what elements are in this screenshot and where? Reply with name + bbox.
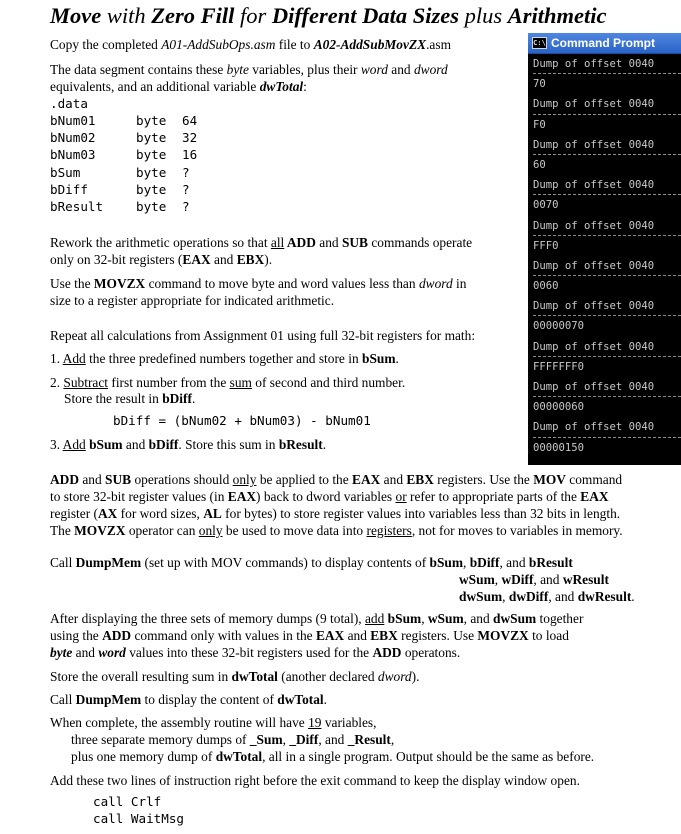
step-1: 1. Add the three predefined numbers together and store in bSum. xyxy=(50,351,399,366)
page-title: Move with Zero Fill for Different Data Sizes plus Arithmetic xyxy=(50,3,607,28)
data-row: bNum02 byte 32 xyxy=(50,130,198,146)
code-line: call Crlf xyxy=(93,794,162,809)
output-line: Dump of offset 0040 xyxy=(533,377,681,397)
command-prompt-output xyxy=(528,54,681,458)
output-line: Dump of offset 0040 xyxy=(533,94,681,114)
command-prompt-window xyxy=(528,33,681,465)
command-prompt-titlebar[interactable] xyxy=(528,33,681,54)
data-row: bSum byte ? xyxy=(50,164,190,180)
movzx-line-1: Use the MOVZX command to move byte and word values less than dword in xyxy=(50,276,467,291)
movzx-line-2: size to a register appropriate for indicated arithmetic. xyxy=(50,293,335,308)
output-line: 70 xyxy=(533,78,546,91)
output-line: FFFFFFF0 xyxy=(533,360,585,373)
dump-call-line-3: dwSum, dwDiff, and dwResult. xyxy=(459,589,635,604)
output-line: 00000060 xyxy=(533,401,585,414)
code-line: call WaitMsg xyxy=(93,811,184,826)
copy-instruction: Copy the completed A01-AddSubOps.asm file to A02-AddSubMovZX.asm xyxy=(50,37,451,52)
intro-line-2: equivalents, and an additional variable dwTotal: xyxy=(50,79,307,94)
output-line: Dump of offset 0040 xyxy=(533,216,681,236)
after-line-3: byte and word values into these 32-bit registers used for the ADD operatons. xyxy=(50,645,461,660)
output-line: 00000070 xyxy=(533,320,585,333)
repeat-instruction: Repeat all calculations from Assignment 01 using full 32-bit registers for math: xyxy=(50,328,476,343)
data-row: bDiff byte ? xyxy=(50,181,190,197)
add-lines-instruction: Add these two lines of instruction right before the exit command to keep the display window open. xyxy=(50,773,580,788)
data-row: bResult byte ? xyxy=(50,199,190,215)
output-line: F0 xyxy=(533,118,546,131)
output-line: 00000150 xyxy=(533,441,585,454)
step-2-line-2: Store the result in bDiff. xyxy=(64,391,196,406)
call-total: Call DumpMem to display the content of dwTotal. xyxy=(50,692,328,707)
complete-line-2: three separate memory dumps of _Sum, _Diff, and _Result, xyxy=(71,732,395,747)
after-line-1: After displaying the three sets of memory dumps (9 total), add bSum, wSum, and dwSum together xyxy=(50,611,584,626)
step-3: 3. Add bSum and bDiff. Store this sum in bResult. xyxy=(50,437,327,452)
terminal-icon: C:\ xyxy=(532,37,547,49)
intro-line-1: The data segment contains these byte variables, plus their word and dword xyxy=(50,62,448,77)
after-line-2: using the ADD command only with values in the EAX and EBX registers. Use MOVZX to load xyxy=(50,628,569,643)
data-declarations xyxy=(50,112,197,215)
output-line: Dump of offset 0040 xyxy=(533,256,681,276)
output-line: Dump of offset 0040 xyxy=(533,175,681,195)
rework-line-1: Rework the arithmetic operations so that all ADD and SUB commands operate xyxy=(50,235,473,250)
output-line: Dump of offset 0040 xyxy=(533,296,681,316)
step-2-line-1: 2. Subtract first number from the sum of second and third number. xyxy=(50,375,406,390)
rework-line-2: only on 32-bit registers (EAX and EBX). xyxy=(50,252,273,267)
output-line: 60 xyxy=(533,158,546,171)
output-line: 0070 xyxy=(533,199,559,212)
rules-line-2: to store 32-bit register values (in EAX) back to dword variables or refer to appropriate parts of the EAX xyxy=(50,489,609,504)
output-line: Dump of offset 0040 xyxy=(533,135,681,155)
rules-line-4: The MOVZX operator can only be used to move data into registers, not for moves to variables in memory. xyxy=(50,523,623,538)
output-line: Dump of offset 0040 xyxy=(533,417,681,437)
dump-call-line-1: Call DumpMem (set up with MOV commands) to display contents of bSum, bDiff, and bResult xyxy=(50,555,573,570)
output-line: Dump of offset 0040 xyxy=(533,54,681,74)
output-line: FFF0 xyxy=(533,239,559,252)
data-directive: .data xyxy=(50,96,88,111)
store-total: Store the overall resulting sum in dwTotal (another declared dword). xyxy=(50,669,420,684)
data-row: bNum01 byte 64 xyxy=(50,113,198,128)
rules-line-3: register (AX for word sizes, AL for bytes) to store register values into variables less than 32 bits in length. xyxy=(50,506,621,521)
complete-line-1: When complete, the assembly routine will have 19 variables, xyxy=(50,715,377,730)
formula: bDiff = (bNum02 + bNum03) - bNum01 xyxy=(113,413,371,428)
output-line: 0060 xyxy=(533,280,559,293)
data-row: bNum03 byte 16 xyxy=(50,147,198,163)
dump-call-line-2: wSum, wDiff, and wResult xyxy=(459,572,609,587)
output-line: Dump of offset 0040 xyxy=(533,337,681,357)
command-prompt-title: Command Prompt xyxy=(551,36,656,50)
rules-line-1: ADD and SUB operations should only be applied to the EAX and EBX registers. Use the MOV command xyxy=(50,472,623,487)
complete-line-3: plus one memory dump of dwTotal, all in a single program. Output should be the same as before. xyxy=(71,749,595,764)
